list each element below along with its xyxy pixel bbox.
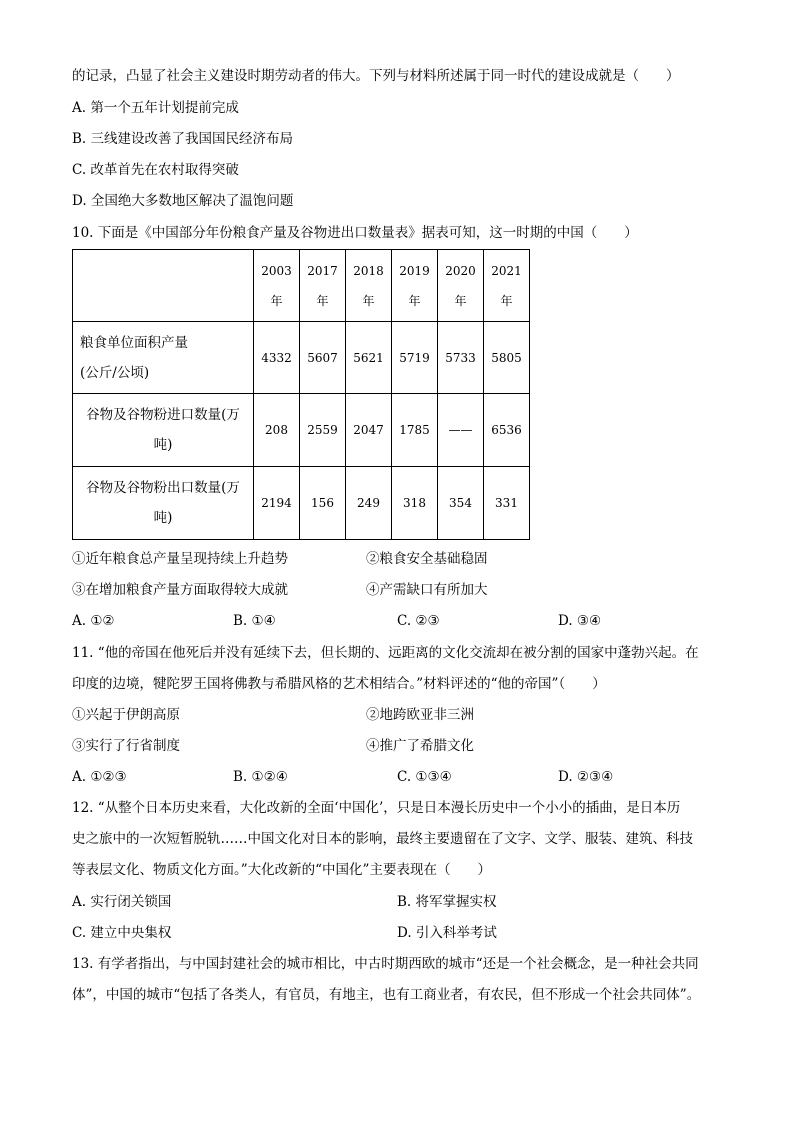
table-cell: 5805 bbox=[484, 322, 530, 394]
q11-item-1: ①兴起于伊朗高原 bbox=[72, 707, 180, 723]
q9-option-c: C. 改革首先在农村取得突破 bbox=[72, 162, 239, 178]
q10-item-3: ③在增加粮食产量方面取得较大成就 bbox=[72, 582, 288, 598]
table-cell: 249 bbox=[346, 467, 392, 540]
q10-option-b: B. ①④ bbox=[233, 613, 276, 629]
table-cell: 5733 bbox=[438, 322, 484, 394]
q12-option-b: B. 将军掌握实权 bbox=[397, 894, 497, 910]
q12-stem-line1: 12. “从整个日本历史来看，大化改新的全面‘中国化’，只是日本漫长历史中一个小小的插曲，是日本历 bbox=[72, 800, 681, 816]
table-cell: 5607 bbox=[300, 322, 346, 394]
table-cell: 318 bbox=[392, 467, 438, 540]
table-cell: 156 bbox=[300, 467, 346, 540]
q11-option-c: C. ①③④ bbox=[397, 769, 452, 785]
table-cell: 5621 bbox=[346, 322, 392, 394]
row-label: 谷物及谷物粉出口数量(万 吨) bbox=[73, 467, 254, 540]
table-cell: 331 bbox=[484, 467, 530, 540]
q12-stem-line3: 等表层文化、物质文化方面。”大化改新的“中国化”主要表现在（ ） bbox=[72, 862, 491, 878]
q10-option-c: C. ②③ bbox=[397, 613, 440, 629]
table-row bbox=[73, 322, 530, 394]
table-cell: 2047 bbox=[346, 394, 392, 467]
year-header: 2003 年 bbox=[254, 250, 300, 322]
row-label: 粮食单位面积产量 (公斤/公顷) bbox=[73, 322, 254, 394]
table-cell: 1785 bbox=[392, 394, 438, 467]
table-cell: 2559 bbox=[300, 394, 346, 467]
q11-stem-line1: 11. “他的帝国在他死后并没有延续下去，但长期的、远距离的文化交流却在被分割的国家中蓬勃兴起。在 bbox=[72, 645, 699, 661]
table-header-row bbox=[73, 250, 530, 322]
q11-option-a: A. ①②③ bbox=[72, 769, 127, 785]
year-header: 2019 年 bbox=[392, 250, 438, 322]
table-cell: 4332 bbox=[254, 322, 300, 394]
q11-item-4: ④推广了希腊文化 bbox=[366, 738, 474, 754]
table-cell: 208 bbox=[254, 394, 300, 467]
q10-item-1: ①近年粮食总产量呈现持续上升趋势 bbox=[72, 551, 288, 567]
table-row bbox=[73, 467, 530, 540]
grain-table bbox=[72, 249, 530, 540]
table-cell: —— bbox=[438, 394, 484, 467]
q10-option-a: A. ①② bbox=[72, 613, 115, 629]
year-header: 2021 年 bbox=[484, 250, 530, 322]
q9-option-a: A. 第一个五年计划提前完成 bbox=[72, 100, 239, 116]
row-label: 谷物及谷物粉进口数量(万 吨) bbox=[73, 394, 254, 467]
q12-option-d: D. 引入科举考试 bbox=[397, 925, 497, 941]
q13-stem-line2: 体”，中国的城市“包括了各类人，有官员，有地主，也有工商业者，有农民，但不形成一个社会共同体”。 bbox=[72, 987, 701, 1003]
q11-item-2: ②地跨欧亚非三洲 bbox=[366, 707, 474, 723]
q9-stem-tail: 的记录，凸显了社会主义建设时期劳动者的伟大。下列与材料所述属于同一时代的建设成就是（ ） bbox=[72, 68, 680, 84]
q11-option-d: D. ②③④ bbox=[558, 769, 614, 785]
q10-item-4: ④产需缺口有所加大 bbox=[366, 582, 488, 598]
q10-item-2: ②粮食安全基础稳固 bbox=[366, 551, 488, 567]
year-header: 2018 年 bbox=[346, 250, 392, 322]
q10-option-d: D. ③④ bbox=[558, 613, 602, 629]
q11-stem-line2: 印度的边境，犍陀罗王国将佛教与希腊风格的艺术相结合。”材料评述的“他的帝国”（ ） bbox=[72, 676, 606, 692]
q12-option-c: C. 建立中央集权 bbox=[72, 925, 172, 941]
q12-option-a: A. 实行闭关锁国 bbox=[72, 894, 172, 910]
year-header: 2020 年 bbox=[438, 250, 484, 322]
q9-option-d: D. 全国绝大多数地区解决了温饱问题 bbox=[72, 193, 294, 209]
q9-option-b: B. 三线建设改善了我国国民经济布局 bbox=[72, 131, 294, 147]
q10-stem: 10. 下面是《中国部分年份粮食产量及谷物进出口数量表》据表可知，这一时期的中国（ ） bbox=[72, 225, 638, 241]
q11-item-3: ③实行了行省制度 bbox=[72, 738, 180, 754]
q13-stem-line1: 13. 有学者指出，与中国封建社会的城市相比，中古时期西欧的城市“还是一个社会概念，是一种社会共同 bbox=[72, 956, 699, 972]
table-corner-cell bbox=[73, 250, 254, 322]
table-cell: 5719 bbox=[392, 322, 438, 394]
q11-option-b: B. ①②④ bbox=[233, 769, 288, 785]
table-cell: 2194 bbox=[254, 467, 300, 540]
table-cell: 354 bbox=[438, 467, 484, 540]
year-header: 2017 年 bbox=[300, 250, 346, 322]
q12-stem-line2: 史之旅中的一次短暂脱轨……中国文化对日本的影响，最终主要遗留在了文字、文学、服装、建筑、科技 bbox=[72, 831, 693, 847]
table-row bbox=[73, 394, 530, 467]
table-cell: 6536 bbox=[484, 394, 530, 467]
